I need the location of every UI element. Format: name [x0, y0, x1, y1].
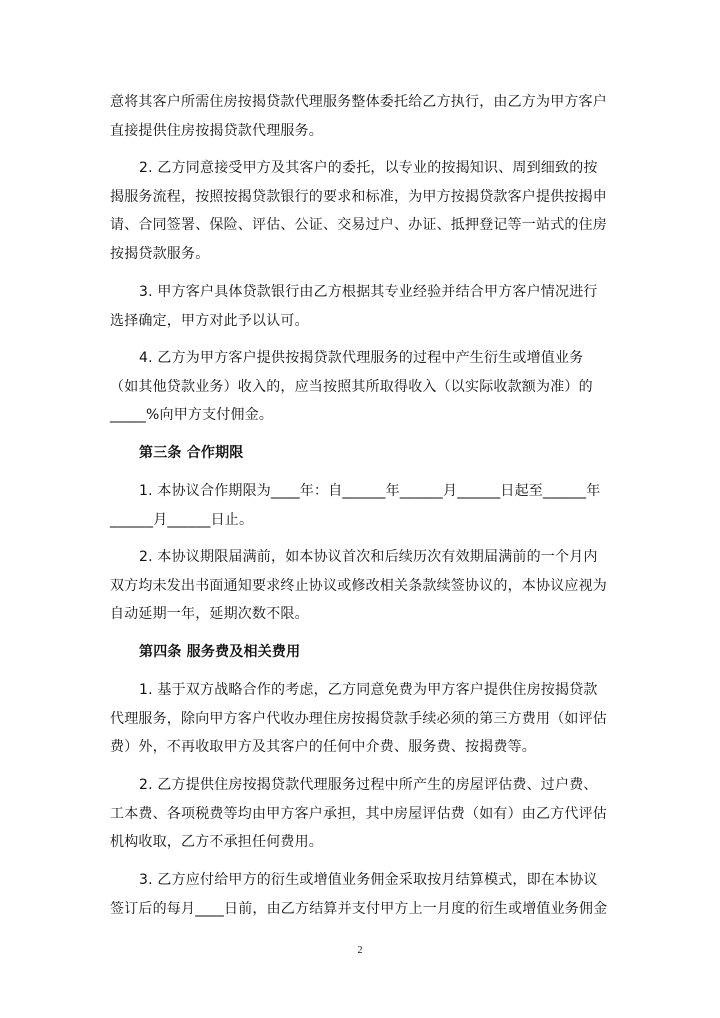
paragraph-line: 签订后的每月____日前，由乙方结算并支付甲方上一月度的衍生或增值业务佣金	[110, 901, 608, 917]
paragraph-line: 2. 乙方同意接受甲方及其客户的委托，以专业的按揭知识、周到细致的按	[139, 160, 598, 176]
paragraph-line: 费）外，不再收取甲方及其客户的任何中介费、服务费、按揭费等。	[110, 739, 536, 755]
paragraph-line: 4. 乙方为甲方客户提供按揭贷款代理服务的过程中产生衍生或增值业务	[139, 350, 584, 366]
paragraph-line: _____%向甲方支付佣金。	[110, 407, 274, 423]
paragraph-line: 双方均未发出书面通知要求终止协议或修改相关条款续签协议的，本协议应视为	[110, 578, 607, 594]
paragraph-line: 意将其客户所需住房按揭贷款代理服务整体委托给乙方执行，由乙方为甲方客户	[110, 94, 607, 110]
paragraph-line: 2. 本协议期限届满前，如本协议首次和后续历次有效期届满前的一个月内	[139, 549, 598, 565]
paragraph-line: 选择确定，甲方对此予以认可。	[110, 313, 309, 329]
section-heading: 第四条 服务费及相关费用	[139, 644, 301, 660]
paragraph-line: 请、合同签署、保险、评估、公证、交易过户、办证、抵押登记等一站式的住房	[110, 217, 607, 233]
paragraph-line: 2. 乙方提供住房按揭贷款代理服务过程中所产生的房屋评估费、过户费、	[139, 777, 598, 793]
paragraph-line: 自动延期一年，延期次数不限。	[110, 606, 309, 622]
paragraph-line: 1. 本协议合作期限为____年：自______年______月______日起至______年	[139, 483, 601, 499]
paragraph-line: 机构收取，乙方不承担任何费用。	[110, 834, 323, 850]
paragraph-line: 直接提供住房按揭贷款代理服务。	[110, 123, 323, 139]
page-number: 2	[357, 945, 363, 956]
paragraph-line: 1. 基于双方战略合作的考虑，乙方同意免费为甲方客户提供住房按揭贷款	[139, 682, 598, 698]
paragraph-line: ______月______日止。	[110, 512, 254, 528]
paragraph-line: 3. 乙方应付给甲方的衍生或增值业务佣金采取按月结算模式，即在本协议	[139, 872, 598, 888]
section-heading: 第三条 合作期限	[139, 445, 244, 461]
paragraph-line: 揭服务流程，按照按揭贷款银行的要求和标准，为甲方按揭贷款客户提供按揭申	[110, 189, 607, 205]
paragraph-line: 按揭贷款服务。	[110, 246, 210, 262]
paragraph-line: 工本费、各项税费等均由甲方客户承担，其中房屋评估费（如有）由乙方代评估	[110, 806, 607, 822]
paragraph-line: 代理服务，除向甲方客户代收办理住房按揭贷款手续必须的第三方费用（如评估	[110, 711, 607, 727]
paragraph-line: （如其他贷款业务）收入的，应当按照其所取得收入（以实际收款额为准）的	[110, 379, 593, 395]
paragraph-line: 3. 甲方客户具体贷款银行由乙方根据其专业经验并结合甲方客户情况进行	[139, 284, 598, 300]
